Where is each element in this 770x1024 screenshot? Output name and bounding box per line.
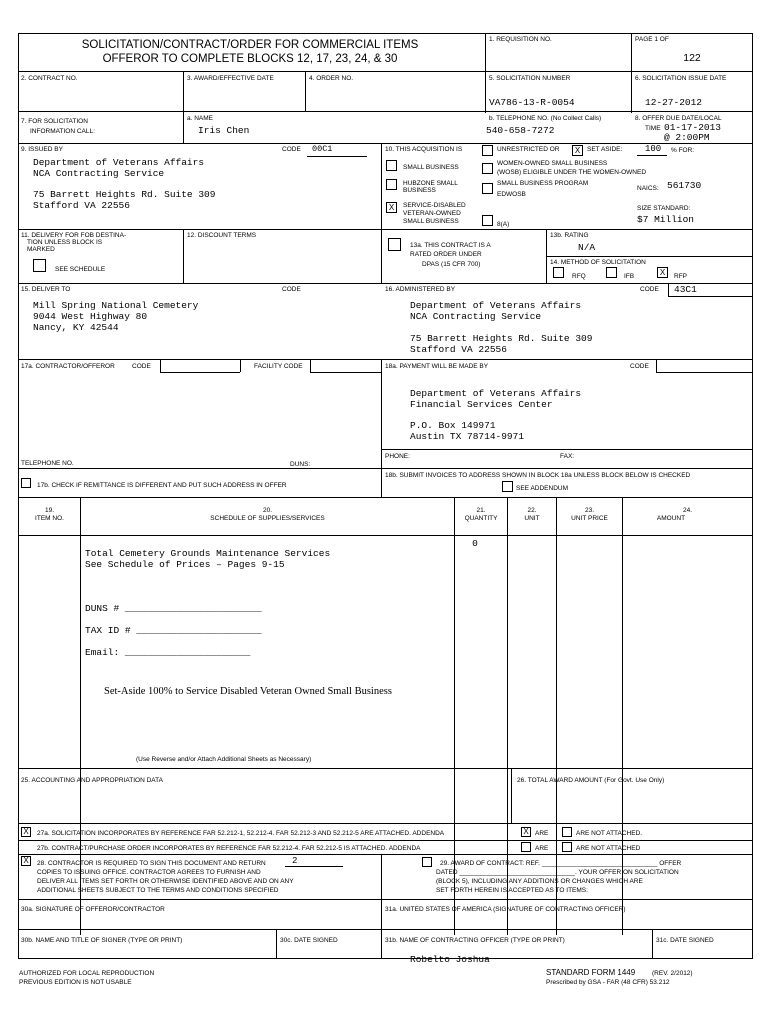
wosb-checkbox[interactable] bbox=[482, 163, 493, 174]
footer-form-rev: (REV. 2/2012) bbox=[652, 970, 693, 977]
c29-checkbox[interactable] bbox=[422, 857, 432, 867]
col23-header: UNIT PRICE bbox=[571, 515, 608, 522]
s30a-label: 30a. SIGNATURE OF OFFEROR/CONTRACTOR bbox=[21, 906, 165, 913]
schedule-desc-line1: Total Cemetery Grounds Maintenance Services bbox=[85, 548, 331, 559]
issue-date[interactable]: 12-27-2012 bbox=[645, 97, 703, 108]
issued-by-line3: 75 Barrett Heights Rd. Suite 309 bbox=[33, 189, 216, 200]
issued-code[interactable]: 00C1 bbox=[312, 144, 333, 154]
sdvosb-checkbox[interactable]: X bbox=[386, 202, 397, 213]
footer-auth-1: AUTHORIZED FOR LOCAL REPRODUCTION bbox=[19, 970, 155, 977]
offer-due-label: 8. OFFER DUE DATE/LOCAL bbox=[635, 115, 722, 122]
contractor-label: 17a. CONTRACTOR/OFFEROR bbox=[21, 363, 115, 370]
officer-name[interactable]: Robelto Joshua bbox=[410, 954, 490, 965]
administered-by-line2: NCA Contracting Service bbox=[410, 311, 542, 322]
c28-line4: ADDITIONAL SHEETS SUBJECT TO THE TERMS AND CONDITIONS SPECIFIED bbox=[37, 887, 279, 894]
issued-by-line1: Department of Veterans Affairs bbox=[33, 157, 205, 168]
time-label: TIME bbox=[645, 125, 661, 132]
small-business-checkbox[interactable] bbox=[386, 160, 397, 171]
are-not2-label: ARE NOT ATTACHED bbox=[576, 845, 641, 852]
sdvosb-label-3: SMALL BUSINESS bbox=[403, 218, 459, 225]
s30b-label: 30b. NAME AND TITLE OF SIGNER (TYPE OR PRINT) bbox=[21, 937, 183, 944]
s31a-label: 31a. UNITED STATES OF AMERICA (SIGNATURE OF CONTRACTING OFFICER) bbox=[385, 906, 626, 913]
telephone-label: b. TELEPHONE NO. (No Collect Calls) bbox=[489, 115, 602, 122]
issued-by-line4: Stafford VA 22556 bbox=[33, 200, 130, 211]
requisition-no-label: 1. REQUISITION NO. bbox=[489, 36, 552, 43]
administered-by-line3: 75 Barrett Heights Rd. Suite 309 bbox=[410, 333, 593, 344]
administered-by-line4: Stafford VA 22556 bbox=[410, 344, 507, 355]
wosb-label-2: (WOSB) ELIGIBLE UNDER THE WOMEN-OWNED bbox=[497, 169, 647, 176]
are-not-label: ARE NOT ATTACHED. bbox=[576, 830, 643, 837]
administered-by-line1: Department of Veterans Affairs bbox=[410, 300, 582, 311]
method-label: 14. METHOD OF SOLICITATION bbox=[550, 259, 646, 266]
rfp-checkbox[interactable]: X bbox=[657, 267, 668, 278]
reverse-note: (Use Reverse and/or Attach Additional Sheets as Necessary) bbox=[136, 756, 312, 763]
set-aside-pct[interactable]: 100 bbox=[645, 144, 662, 154]
contact-name[interactable]: Iris Chen bbox=[198, 125, 250, 136]
col21-num: 21. bbox=[476, 507, 486, 514]
rated-label-2: RATED ORDER UNDER bbox=[410, 251, 482, 258]
issued-code-label: CODE bbox=[282, 146, 301, 153]
footer-auth-2: PREVIOUS EDITION IS NOT USABLE bbox=[19, 979, 132, 986]
facility-code-label: FACILITY CODE bbox=[254, 363, 303, 370]
rated-order-checkbox[interactable] bbox=[388, 238, 401, 251]
see-schedule-checkbox[interactable] bbox=[33, 259, 46, 272]
information-call-label: INFORMATION CALL: bbox=[30, 128, 95, 135]
administered-code[interactable]: 43C1 bbox=[674, 284, 697, 295]
acquisition-label: 10. THIS ACQUISITION IS bbox=[385, 146, 463, 153]
c29-line1: 29. AWARD OF CONTRACT: REF. ________________________________ OFFER bbox=[440, 860, 682, 867]
col20-header: SCHEDULE OF SUPPLIES/SERVICES bbox=[210, 515, 325, 522]
col19-num: 19. bbox=[44, 507, 55, 514]
rating-value[interactable]: N/A bbox=[578, 242, 596, 253]
are-not2-checkbox[interactable] bbox=[562, 842, 572, 852]
rfq-label: RFQ bbox=[572, 273, 586, 280]
rfq-checkbox[interactable] bbox=[553, 267, 564, 278]
invoice-label: 18b. SUBMIT INVOICES TO ADDRESS SHOWN IN BLOCK 18a UNLESS BLOCK BELOW IS CHECKED bbox=[385, 472, 691, 479]
sdvosb-label-1: SERVICE-DISABLED bbox=[403, 202, 466, 209]
c28-line3: DELIVER ALL ITEMS SET FORTH OR OTHERWISE IDENTIFIED ABOVE AND ON ANY bbox=[37, 878, 294, 885]
accounting-label: 25. ACCOUNTING AND APPROPRIATION DATA bbox=[21, 777, 163, 784]
eight-a-checkbox[interactable] bbox=[482, 215, 493, 226]
issued-by-line2: NCA Contracting Service bbox=[33, 168, 165, 179]
c27b-label: 27b. CONTRACT/PURCHASE ORDER INCORPORATES BY REFERENCE FAR 52.212-4. FAR 52.212-5 IS ATTACHED. ADDENDA bbox=[37, 845, 421, 852]
telephone-no[interactable]: 540-658-7272 bbox=[486, 125, 555, 136]
payment-label: 18a. PAYMENT WILL BE MADE BY bbox=[385, 363, 489, 370]
rated-label-1: 13a. THIS CONTRACT IS A bbox=[410, 242, 491, 249]
wosb-label-1: WOMEN-OWNED SMALL BUSINESS bbox=[497, 160, 608, 167]
see-addendum-label: SEE ADDENDUM bbox=[516, 485, 569, 492]
issued-by-label: 9. ISSUED BY bbox=[21, 146, 63, 153]
c28-line2: COPIES TO ISSUING OFFICE. CONTRACTOR AGREES TO FURNISH AND bbox=[37, 869, 261, 876]
payment-fax-label: FAX: bbox=[560, 453, 575, 460]
deliver-to-line2: 9044 West Highway 80 bbox=[33, 311, 148, 322]
contractor-telephone-label: TELEPHONE NO. bbox=[21, 460, 74, 467]
naics-code[interactable]: 561730 bbox=[667, 180, 702, 191]
discount-terms-label: 12. DISCOUNT TERMS bbox=[187, 232, 257, 239]
c28-checkbox[interactable]: X bbox=[21, 856, 31, 866]
form-title-line1: SOLICITATION/CONTRACT/ORDER FOR COMMERCIAL ITEMS bbox=[81, 39, 419, 51]
payment-line3: P.O. Box 149971 bbox=[410, 420, 496, 431]
c29-line4: SET FORTH HEREIN IS ACCEPTED AS TO ITEMS: bbox=[436, 887, 588, 894]
delivery-label-1: 11. DELIVERY FOR FOB DESTINA- bbox=[21, 232, 127, 239]
edwosb-checkbox[interactable] bbox=[482, 183, 493, 194]
see-schedule-label: SEE SCHEDULE bbox=[55, 266, 106, 273]
eight-a-label: 8(A) bbox=[497, 221, 510, 228]
ifb-label: IFB bbox=[624, 273, 635, 280]
size-standard-label: SIZE STANDARD: bbox=[637, 205, 691, 212]
rating-label: 13b. RATING bbox=[550, 232, 589, 239]
total-award-label: 26. TOTAL AWARD AMOUNT (For Govt. Use Only) bbox=[517, 777, 665, 784]
are-not-checkbox[interactable] bbox=[562, 827, 572, 837]
remit-checkbox[interactable] bbox=[21, 478, 31, 488]
col24-header: AMOUNT bbox=[656, 515, 686, 522]
remit-label: 17b. CHECK IF REMITTANCE IS DIFFERENT AND PUT SUCH ADDRESS IN OFFER bbox=[37, 482, 287, 489]
hubzone-label-1: HUBZONE SMALL bbox=[403, 180, 458, 187]
administered-code-label: CODE bbox=[640, 286, 659, 293]
award-date-label: 3. AWARD/EFFECTIVE DATE bbox=[187, 75, 274, 82]
footer-prescribed: Prescribed by GSA - FAR (48 CFR) 53.212 bbox=[546, 979, 670, 986]
page-label: PAGE 1 OF bbox=[635, 36, 669, 43]
s30c-label: 30c. DATE SIGNED bbox=[280, 937, 338, 944]
c29-line3: (BLOCK 5), INCLUDING ANY ADDITIONS OR CHANGES WHICH ARE bbox=[436, 878, 643, 885]
ifb-checkbox[interactable] bbox=[606, 267, 617, 278]
col21-header: QUANTITY bbox=[464, 515, 498, 522]
wosb-label-3: SMALL BUSINESS PROGRAM bbox=[497, 180, 589, 187]
order-no-label: 4. ORDER NO. bbox=[309, 75, 354, 82]
are2-label: ARE bbox=[535, 845, 549, 852]
hubzone-label-2: BUSINESS bbox=[403, 187, 436, 194]
contract-no-label: 2. CONTRACT NO. bbox=[21, 75, 78, 82]
payment-line4: Austin TX 78714-9971 bbox=[410, 431, 525, 442]
administered-by-label: 16. ADMINISTERED BY bbox=[385, 286, 456, 293]
page-total[interactable]: 122 bbox=[683, 52, 701, 64]
hubzone-checkbox[interactable] bbox=[386, 179, 397, 190]
c28-copies-underline bbox=[285, 866, 343, 867]
set-aside-label: SET ASIDE: bbox=[587, 146, 623, 153]
are-label: ARE bbox=[535, 830, 549, 837]
payment-phone-label: PHONE: bbox=[385, 453, 410, 460]
contractor-duns-label: DUNS: bbox=[290, 461, 311, 468]
payment-line1: Department of Veterans Affairs bbox=[410, 388, 582, 399]
delivery-label-3: MARKED bbox=[27, 246, 55, 253]
name-label: a. NAME bbox=[187, 115, 214, 122]
col19-header: ITEM NO. bbox=[35, 515, 64, 522]
set-aside-pct-underline bbox=[637, 155, 667, 156]
delivery-label-2: TION UNLESS BLOCK IS bbox=[27, 239, 103, 246]
contractor-code-label: CODE bbox=[132, 363, 151, 370]
issue-date-label: 6. SOLICITATION ISSUE DATE bbox=[635, 75, 727, 82]
deliver-code-label: CODE bbox=[282, 286, 301, 293]
c27a-checkbox[interactable]: X bbox=[21, 827, 31, 837]
duns-line[interactable]: DUNS # ________________________ bbox=[85, 603, 262, 614]
col24-num: 24. bbox=[682, 507, 693, 514]
deliver-to-line1: Mill Spring National Cemetery bbox=[33, 300, 199, 311]
email-line[interactable]: Email: ______________________ bbox=[85, 647, 251, 658]
offer-due-date[interactable]: 01-17-2013 bbox=[664, 122, 722, 133]
form-title-line2: OFFEROR TO COMPLETE BLOCKS 12, 17, 23, 24, & 30 bbox=[102, 53, 398, 65]
c27a-label: 27a. SOLICITATION INCORPORATES BY REFERENCE FAR 52.212-1, 52.212-4. FAR 52.212-3 AND 52.212-5 ARE ATTACHED. ADDENDA bbox=[37, 830, 445, 837]
col23-num: 23. bbox=[584, 507, 595, 514]
col22-header: UNIT bbox=[524, 515, 540, 522]
solicitation-no-label: 5. SOLICITATION NUMBER bbox=[489, 75, 571, 82]
set-aside-checkbox[interactable]: X bbox=[572, 145, 583, 156]
solicitation-no[interactable]: VA786-13-R-0054 bbox=[489, 97, 575, 108]
sdvosb-label-2: VETERAN-OWNED bbox=[403, 210, 461, 217]
col22-num: 22. bbox=[527, 507, 537, 514]
quantity-value[interactable]: 0 bbox=[472, 538, 478, 549]
unrestricted-checkbox[interactable] bbox=[482, 145, 493, 156]
rated-label-3: DPAS (15 CFR 700) bbox=[422, 261, 481, 268]
tax-id-line[interactable]: TAX ID # ______________________ bbox=[85, 625, 262, 636]
see-addendum-checkbox[interactable] bbox=[502, 481, 513, 492]
s31b-label: 31b. NAME OF CONTRACTING OFFICER (TYPE OR PRINT) bbox=[385, 937, 565, 944]
offer-due-time[interactable]: @ 2:00PM bbox=[664, 132, 710, 143]
payment-line2: Financial Services Center bbox=[410, 399, 553, 410]
for-solicitation-label: 7. FOR SOLICITATION bbox=[21, 118, 88, 125]
s31c-label: 31c. DATE SIGNED bbox=[656, 937, 714, 944]
payment-code-label: CODE bbox=[630, 363, 649, 370]
size-standard[interactable]: $7 Million bbox=[637, 214, 695, 225]
unrestricted-label: UNRESTRICTED OR bbox=[497, 146, 560, 153]
issued-code-underline bbox=[307, 156, 367, 157]
deliver-to-label: 15. DELIVER TO bbox=[21, 286, 71, 293]
footer-form-name: STANDARD FORM 1449 bbox=[546, 968, 636, 977]
pct-for-label: % FOR: bbox=[671, 147, 695, 154]
schedule-desc-line2: See Schedule of Prices – Pages 9-15 bbox=[85, 559, 285, 570]
naics-label: NAICS: bbox=[637, 185, 659, 192]
c29-line2: DATED ________________________________. YOUR OFFER ON SOLICITATION bbox=[436, 869, 679, 876]
edwosb-label: EDWOSB bbox=[497, 191, 526, 198]
rfp-label: RFP bbox=[674, 273, 687, 280]
col20-num: 20. bbox=[262, 507, 273, 514]
c28-line1: 28. CONTRACTOR IS REQUIRED TO SIGN THIS DOCUMENT AND RETURN bbox=[37, 860, 266, 867]
small-business-label: SMALL BUSINESS bbox=[403, 164, 459, 171]
are-checkbox[interactable]: X bbox=[521, 827, 531, 837]
are2-checkbox[interactable] bbox=[521, 842, 531, 852]
set-aside-note: Set-Aside 100% to Service Disabled Veteran Owned Small Business bbox=[104, 686, 392, 697]
deliver-to-line3: Nancy, KY 42544 bbox=[33, 322, 119, 333]
c28-copies[interactable]: 2 bbox=[292, 856, 298, 866]
